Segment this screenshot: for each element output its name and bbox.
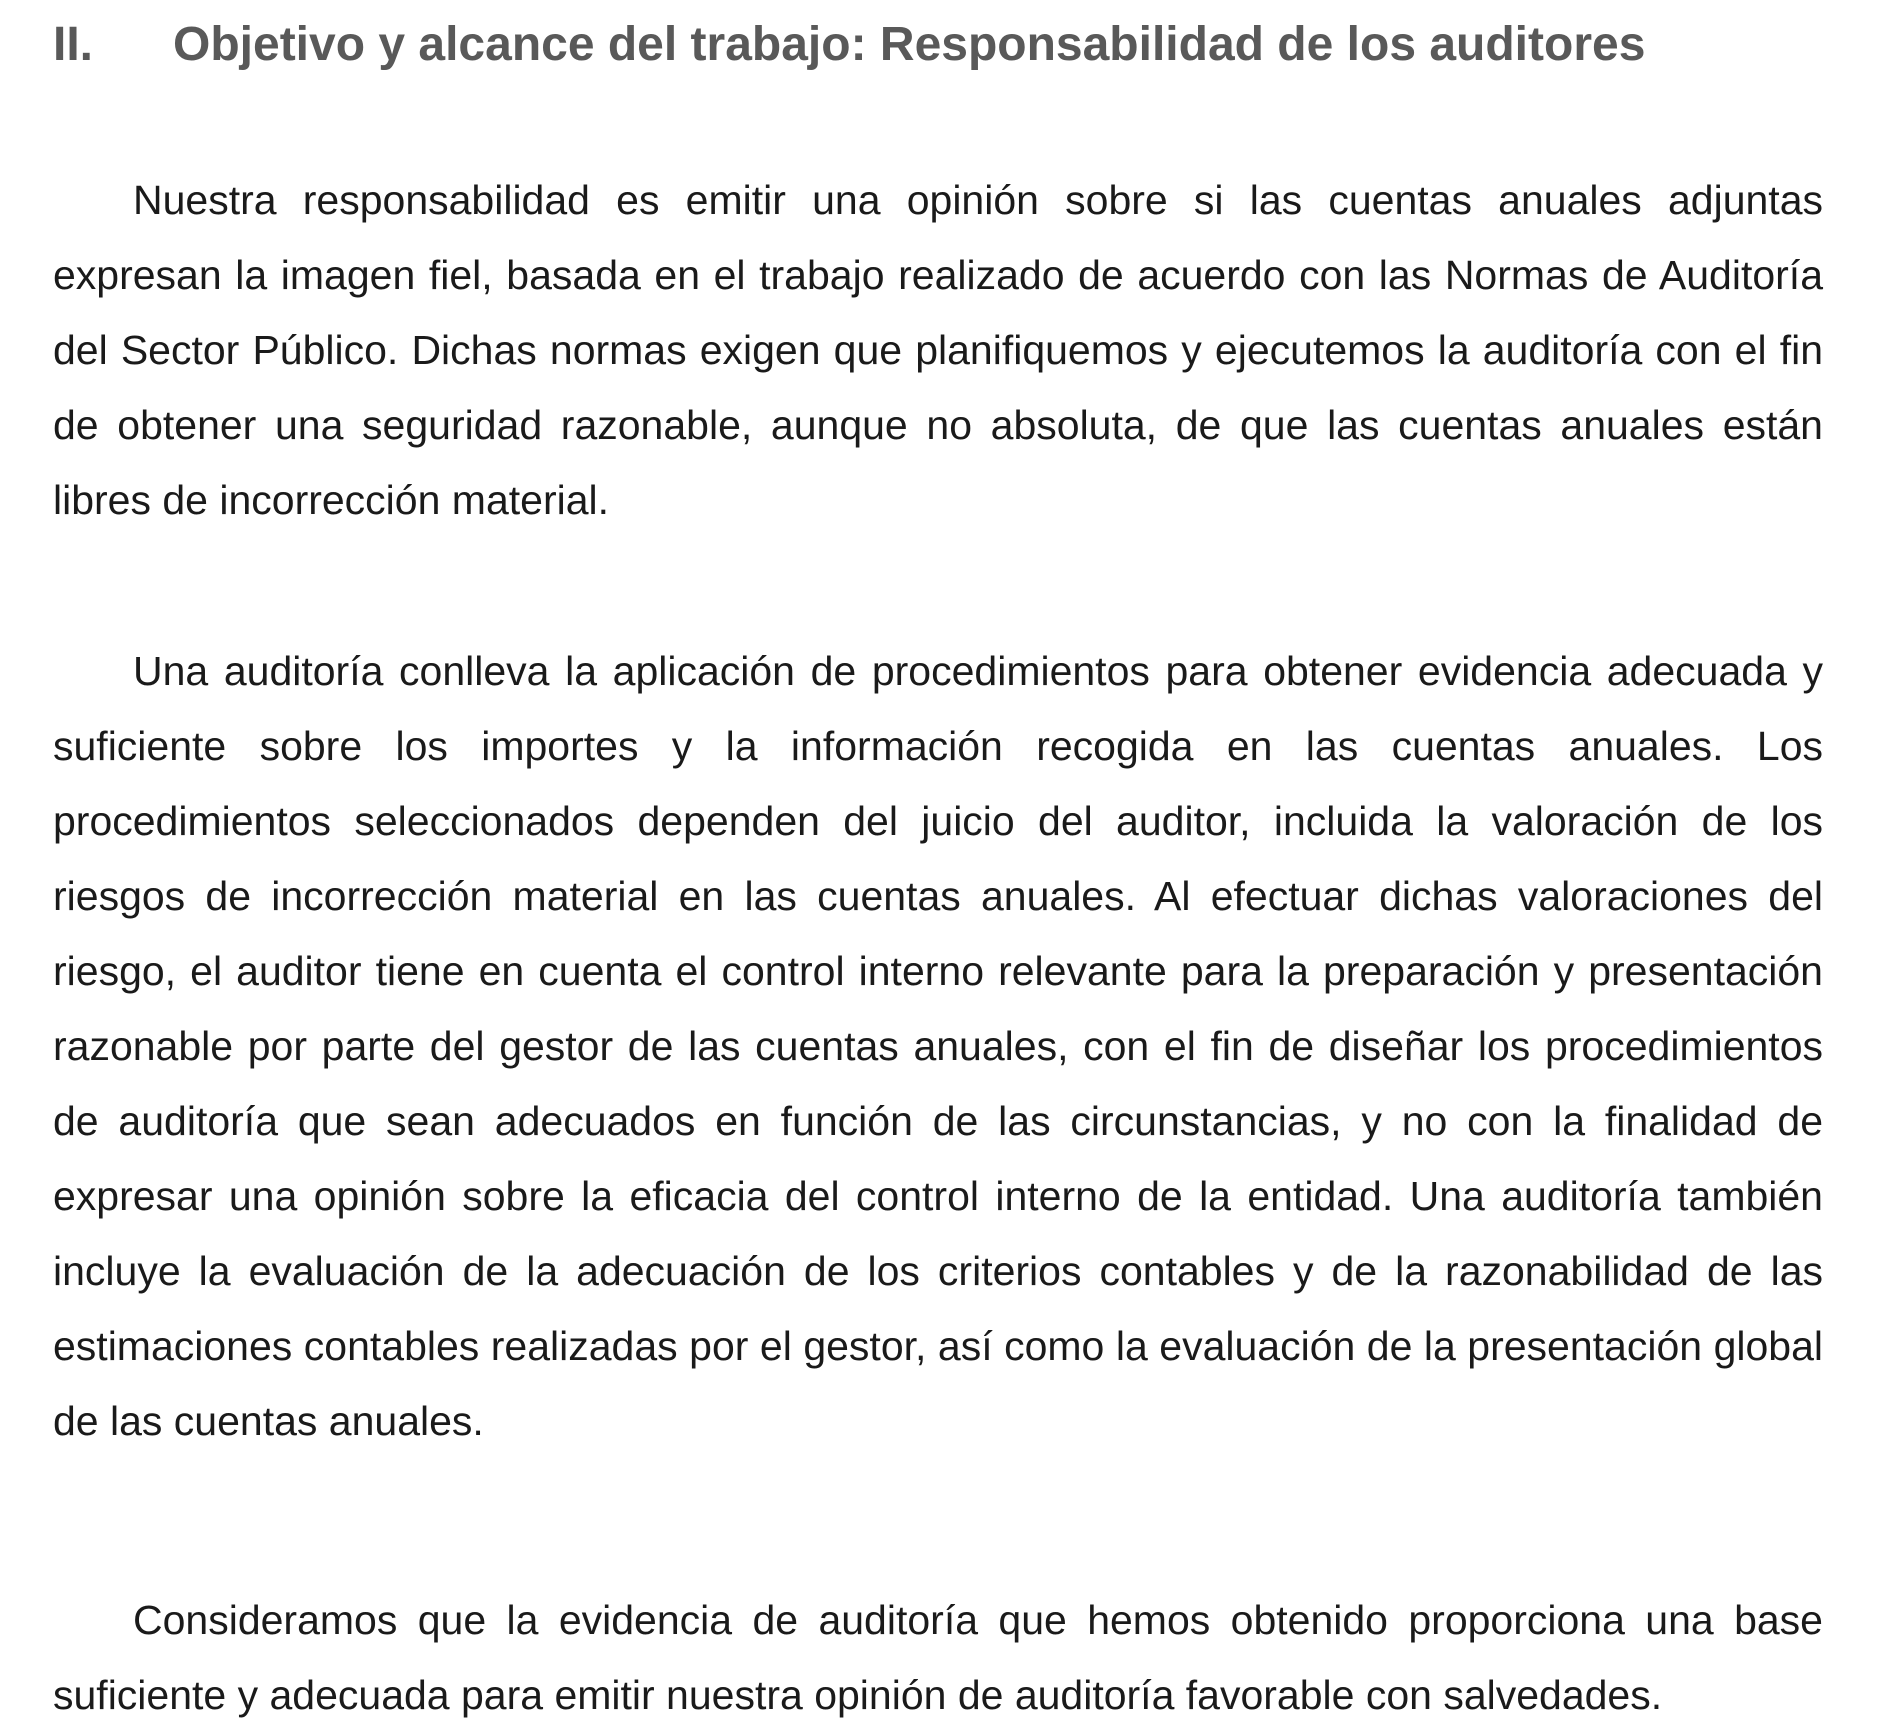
paragraph-responsabilidad: Nuestra responsabilidad es emitir una opinión sobre si las cuentas anuales adjuntas expresan la imagen fiel, basada en el trabajo realizado de acuerdo con las Normas de Auditoría del Sector Público. Dichas normas exigen que planifiquemos y ejecutemos la auditoría con el fin de obtener una seguridad razonable, aunque no absoluta, de que las cuentas anuales están libres de incorrección material. xyxy=(53,177,1823,523)
section-heading xyxy=(53,14,1823,76)
section-number: II. xyxy=(53,18,94,71)
section-title: Objetivo y alcance del trabajo: Responsabilidad de los auditores xyxy=(173,18,1646,71)
paragraph-conclusion: Consideramos que la evidencia de auditoría que hemos obtenido proporciona una base suficiente y adecuada para emitir nuestra opinión de auditoría favorable con salvedades. xyxy=(53,1597,1823,1718)
paragraph-procedimientos: Una auditoría conlleva la aplicación de procedimientos para obtener evidencia adecuada y suficiente sobre los importes y la información recogida en las cuentas anuales. Los procedimientos seleccionados dependen del juicio del auditor, incluida la valoración de los riesgos de incorrección material en las cuentas anuales. Al efectuar dichas valoraciones del riesgo, el auditor tiene en cuenta el control interno relevante para la preparación y presentación razonable por parte del gestor de las cuentas anuales, con el fin de diseñar los procedimientos de auditoría que sean adecuados en función de las circunstancias, y no con la finalidad de expresar una opinión sobre la eficacia del control interno de la entidad. Una auditoría también incluye la evaluación de la adecuación de los criterios contables y de la razonabilidad de las estimaciones contables realizadas por el gestor, así como la evaluación de la presentación global de las cuentas anuales. xyxy=(53,648,1823,1444)
document-page xyxy=(53,0,1823,1733)
